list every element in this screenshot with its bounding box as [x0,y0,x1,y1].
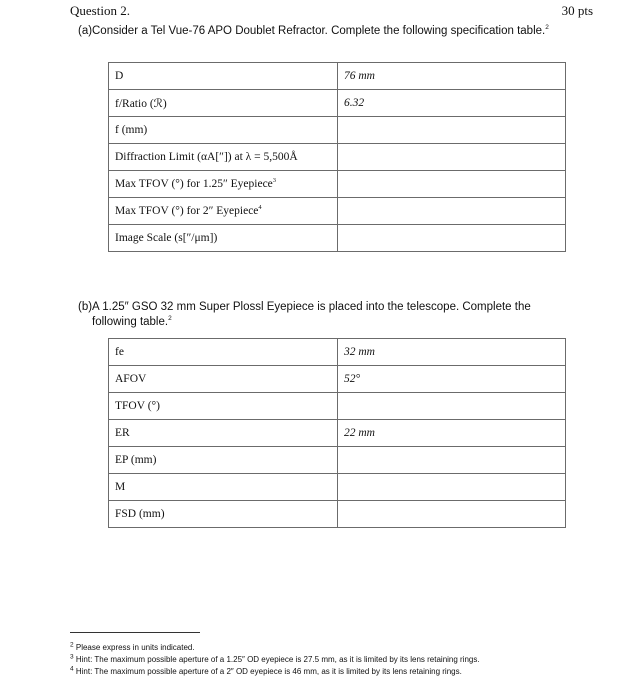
footnotes [70,636,566,678]
footnote-text: Hint: The maximum possible aperture of a 2″ OD eyepiece is 46 mm, as it is limited by its lens retaining rings. [75,667,462,676]
part-a-label: (a) [78,25,93,37]
table-b-row-value [338,501,566,528]
table-b-row [109,366,566,393]
table-a-row [109,63,566,90]
row-label-text: EP (mm) [115,454,157,466]
table-b-row [109,474,566,501]
table-a-row-label [109,198,338,225]
table-b-row-label [109,501,338,528]
table-b-row-value [338,447,566,474]
row-label-text: ER [115,427,130,439]
table-b-row [109,393,566,420]
table-a-row-value: 76 mm [338,63,566,90]
table-b-row [109,447,566,474]
table-a-row-value [338,144,566,171]
table-b-row [109,420,566,447]
row-label-text: f/Ratio (ℛ) [115,98,167,110]
row-label-text: Max TFOV (°) for 1.25″ Eyepiece [115,178,273,190]
table-b-row [109,501,566,528]
part-b-prompt [78,300,562,330]
table-b-row-value: 22 mm [338,420,566,447]
table-a-row-value [338,117,566,144]
spec-table-a [108,62,566,252]
row-label-text: D [115,70,124,82]
table-a-row-value [338,225,566,252]
table-a-row-label [109,144,338,171]
row-label-text: TFOV (°) [115,400,160,412]
table-a-row [109,198,566,225]
table-a-row-value [338,198,566,225]
table-b-row-label [109,393,338,420]
table-b-row-label [109,420,338,447]
table-a-row-label [109,225,338,252]
part-b-label: (b) [78,301,93,313]
table-b-row-value: 32 mm [338,339,566,366]
row-label-text: f (mm) [115,124,148,136]
footnote [70,654,566,666]
row-label-text: fe [115,346,124,358]
footnote-number: 4 [70,665,74,673]
table-a-row-label [109,90,338,117]
table-a-row [109,171,566,198]
table-a-row-label [109,63,338,90]
table-b-row [109,339,566,366]
table-a-row-value: 6.32 [338,90,566,117]
question-title: Question 2. [70,3,130,18]
table-b-row-label [109,474,338,501]
table-b-row-label [109,366,338,393]
table-b-row-label [109,447,338,474]
part-b-note-ref: 2 [168,315,172,323]
part-b-text: A 1.25″ GSO 32 mm Super Plossl Eyepiece is placed into the telescope. Complete the following table. [92,301,531,328]
table-a-row [109,117,566,144]
row-label-text: Max TFOV (°) for 2″ Eyepiece [115,205,259,217]
table-a-row-value [338,171,566,198]
footnote [70,642,566,654]
footnote-number: 2 [70,641,74,649]
spec-table-b [108,338,566,528]
table-a-row-label [109,117,338,144]
part-a-prompt [78,24,562,39]
footnote-text: Hint: The maximum possible aperture of a 1.25″ OD eyepiece is 27.5 mm, as it is limited by its lens retaining rings. [75,655,480,664]
table-b-row-label [109,339,338,366]
table-b-row-value [338,393,566,420]
table-b-row-value: 52° [338,366,566,393]
question-points: 30 pts [561,3,593,18]
row-footnote-ref: 4 [258,204,262,212]
footnote-number: 3 [70,653,74,661]
row-label-text: FSD (mm) [115,508,165,520]
footnote-text: Please express in units indicated. [75,643,195,652]
table-a-row-label [109,171,338,198]
table-a-row [109,144,566,171]
footnote [70,666,566,678]
row-label-text: Image Scale (s[″/μm]) [115,232,218,244]
row-label-text: M [115,481,126,493]
footnote-divider [70,632,200,633]
row-footnote-ref: 3 [272,177,277,185]
row-label-text: AFOV [115,373,147,385]
table-a-row [109,90,566,117]
table-a-row [109,225,566,252]
part-a-note-ref: 2 [545,24,549,32]
table-b-row-value [338,474,566,501]
row-label-text: Diffraction Limit (αA[″]) at λ = 5,500Å [115,151,298,163]
part-a-text: Consider a Tel Vue-76 APO Doublet Refractor. Complete the following specification table. [92,25,546,37]
